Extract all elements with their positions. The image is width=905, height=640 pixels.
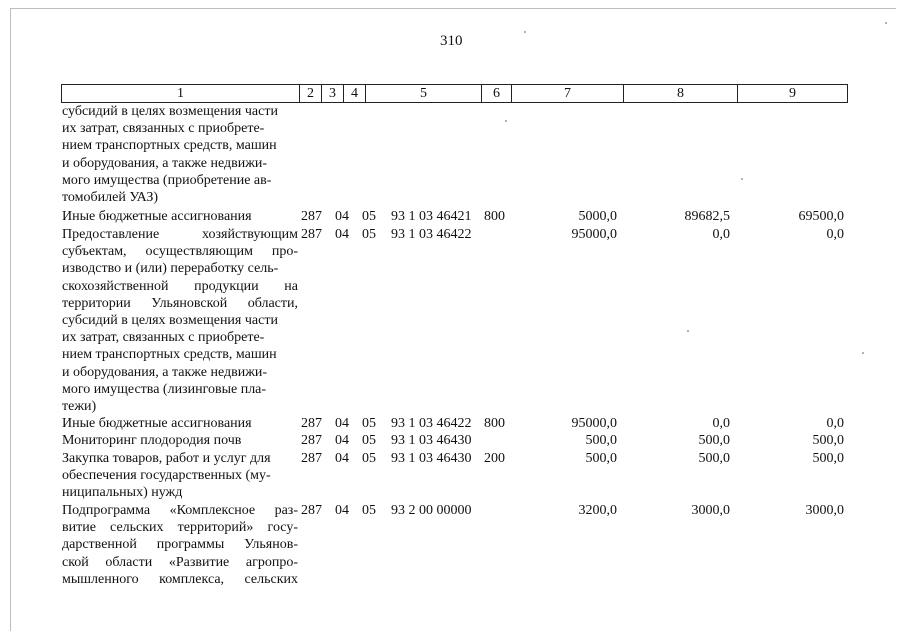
cell-code-subsection: 05 — [362, 209, 376, 224]
cell-amount-col9: 3000,0 — [805, 503, 844, 518]
description-line: их затрат, связанных с приобрете- — [62, 330, 265, 346]
cell-code-subsection: 05 — [362, 433, 376, 448]
cell-code-section: 04 — [335, 433, 349, 448]
scan-speck — [741, 178, 743, 180]
description-line: мого имущества (лизинговые пла- — [62, 381, 267, 397]
cell-code-grbs: 287 — [301, 451, 322, 466]
description-line: субсидий в целях возмещения части — [62, 104, 278, 119]
cell-amount-col8: 500,0 — [698, 451, 730, 466]
cell-code-expense-type: 800 — [484, 209, 505, 224]
cell-amount-col9: 0,0 — [826, 416, 844, 431]
cell-code-subsection: 05 — [362, 416, 376, 431]
description-line: субсидий в целях возмещения части — [62, 313, 278, 329]
header-col-1: 1 — [62, 85, 300, 102]
cell-code-grbs: 287 — [301, 433, 322, 448]
description-line: их затрат, связанных с приобрете- — [62, 121, 265, 137]
description-line: Мониторинг плодородия почв — [62, 433, 242, 448]
description-line: мышленного комплекса, сельских — [62, 571, 298, 587]
header-col-9: 9 — [789, 86, 796, 101]
header-col-4: 4 — [344, 85, 366, 102]
description-line: Предоставление хозяйствующим — [62, 227, 298, 242]
cell-amount-col8: 89682,5 — [684, 209, 730, 224]
cell-amount-col7: 5000,0 — [578, 209, 617, 224]
header-col-5: 5 — [366, 85, 482, 102]
cell-code-grbs: 287 — [301, 227, 322, 242]
description-line: витие сельских территорий» госу- — [62, 520, 298, 536]
cell-code-grbs: 287 — [301, 209, 322, 224]
description-line: ниципальных) нужд — [62, 485, 183, 501]
cell-amount-col8: 500,0 — [698, 433, 730, 448]
cell-amount-col8: 3000,0 — [691, 503, 730, 518]
cell-description — [62, 502, 298, 588]
cell-code-target: 93 1 03 46422 — [391, 416, 472, 431]
cell-description — [62, 415, 298, 432]
description-line: томобилей УАЗ) — [62, 190, 159, 206]
description-line: Иные бюджетные ассигнования — [62, 209, 252, 224]
cell-amount-col8: 0,0 — [712, 416, 730, 431]
header-col-3: 3 — [322, 85, 344, 102]
cell-amount-col7: 500,0 — [585, 451, 617, 466]
description-line: нием транспортных средств, машин — [62, 138, 277, 154]
cell-code-subsection: 05 — [362, 451, 376, 466]
description-line: мого имущества (приобретение ав- — [62, 172, 272, 188]
header-col-2: 2 — [300, 85, 322, 102]
cell-amount-col8: 0,0 — [712, 227, 730, 242]
cell-amount-col9: 500,0 — [812, 433, 844, 448]
cell-code-target: 93 1 03 46422 — [391, 227, 472, 242]
cell-code-section: 04 — [335, 227, 349, 242]
scan-speck — [687, 330, 689, 332]
description-line: тежи) — [62, 399, 97, 415]
cell-description — [62, 432, 298, 449]
cell-code-section: 04 — [335, 209, 349, 224]
description-line: скохозяйственной продукции на — [62, 278, 298, 294]
description-line: и оборудования, а также недвижи- — [62, 364, 268, 380]
header-col-6: 6 — [482, 85, 512, 102]
cell-code-grbs: 287 — [301, 503, 322, 518]
cell-code-grbs: 287 — [301, 416, 322, 431]
cell-amount-col7: 95000,0 — [571, 227, 617, 242]
cell-description — [62, 450, 298, 502]
header-col-8: 8 — [624, 85, 738, 102]
cell-code-subsection: 05 — [362, 503, 376, 518]
scan-speck — [862, 352, 864, 354]
cell-description — [62, 226, 298, 415]
description-line: и оборудования, а также недвижи- — [62, 155, 268, 171]
cell-code-target: 93 1 03 46430 — [391, 433, 472, 448]
description-line: Иные бюджетные ассигнования — [62, 416, 252, 431]
description-line: Закупка товаров, работ и услуг для — [62, 451, 271, 466]
table-header-row — [61, 84, 848, 103]
cell-amount-col9: 500,0 — [812, 451, 844, 466]
cell-code-expense-type: 800 — [484, 416, 505, 431]
description-line: нием транспортных средств, машин — [62, 347, 277, 363]
description-line: изводство и (или) переработку сель- — [62, 261, 279, 277]
cell-code-target: 93 1 03 46430 — [391, 451, 472, 466]
cell-amount-col7: 500,0 — [585, 433, 617, 448]
page-number: 310 — [440, 33, 463, 49]
header-col-7: 7 — [512, 85, 624, 102]
description-line: ской области «Развитие агропро- — [62, 554, 298, 570]
cell-amount-col7: 95000,0 — [571, 416, 617, 431]
cell-code-subsection: 05 — [362, 227, 376, 242]
cell-code-expense-type: 200 — [484, 451, 505, 466]
cell-code-target: 93 2 00 00000 — [391, 503, 472, 518]
cell-description — [62, 103, 298, 206]
description-line: территории Ульяновской области, — [62, 295, 298, 311]
cell-code-target: 93 1 03 46421 — [391, 209, 472, 224]
description-line: дарственной программы Ульянов- — [62, 537, 298, 553]
description-line: Подпрограмма «Комплексное раз- — [62, 503, 298, 518]
cell-amount-col7: 3200,0 — [578, 503, 617, 518]
cell-code-section: 04 — [335, 451, 349, 466]
cell-amount-col9: 69500,0 — [798, 209, 844, 224]
cell-code-section: 04 — [335, 503, 349, 518]
scan-speck — [524, 31, 526, 33]
description-line: обеспечения государственных (му- — [62, 468, 271, 484]
scan-speck — [885, 22, 887, 24]
cell-amount-col9: 0,0 — [826, 227, 844, 242]
scan-speck — [505, 120, 507, 122]
cell-code-section: 04 — [335, 416, 349, 431]
description-line: субъектам, осуществляющим про- — [62, 244, 298, 260]
cell-description — [62, 208, 298, 225]
